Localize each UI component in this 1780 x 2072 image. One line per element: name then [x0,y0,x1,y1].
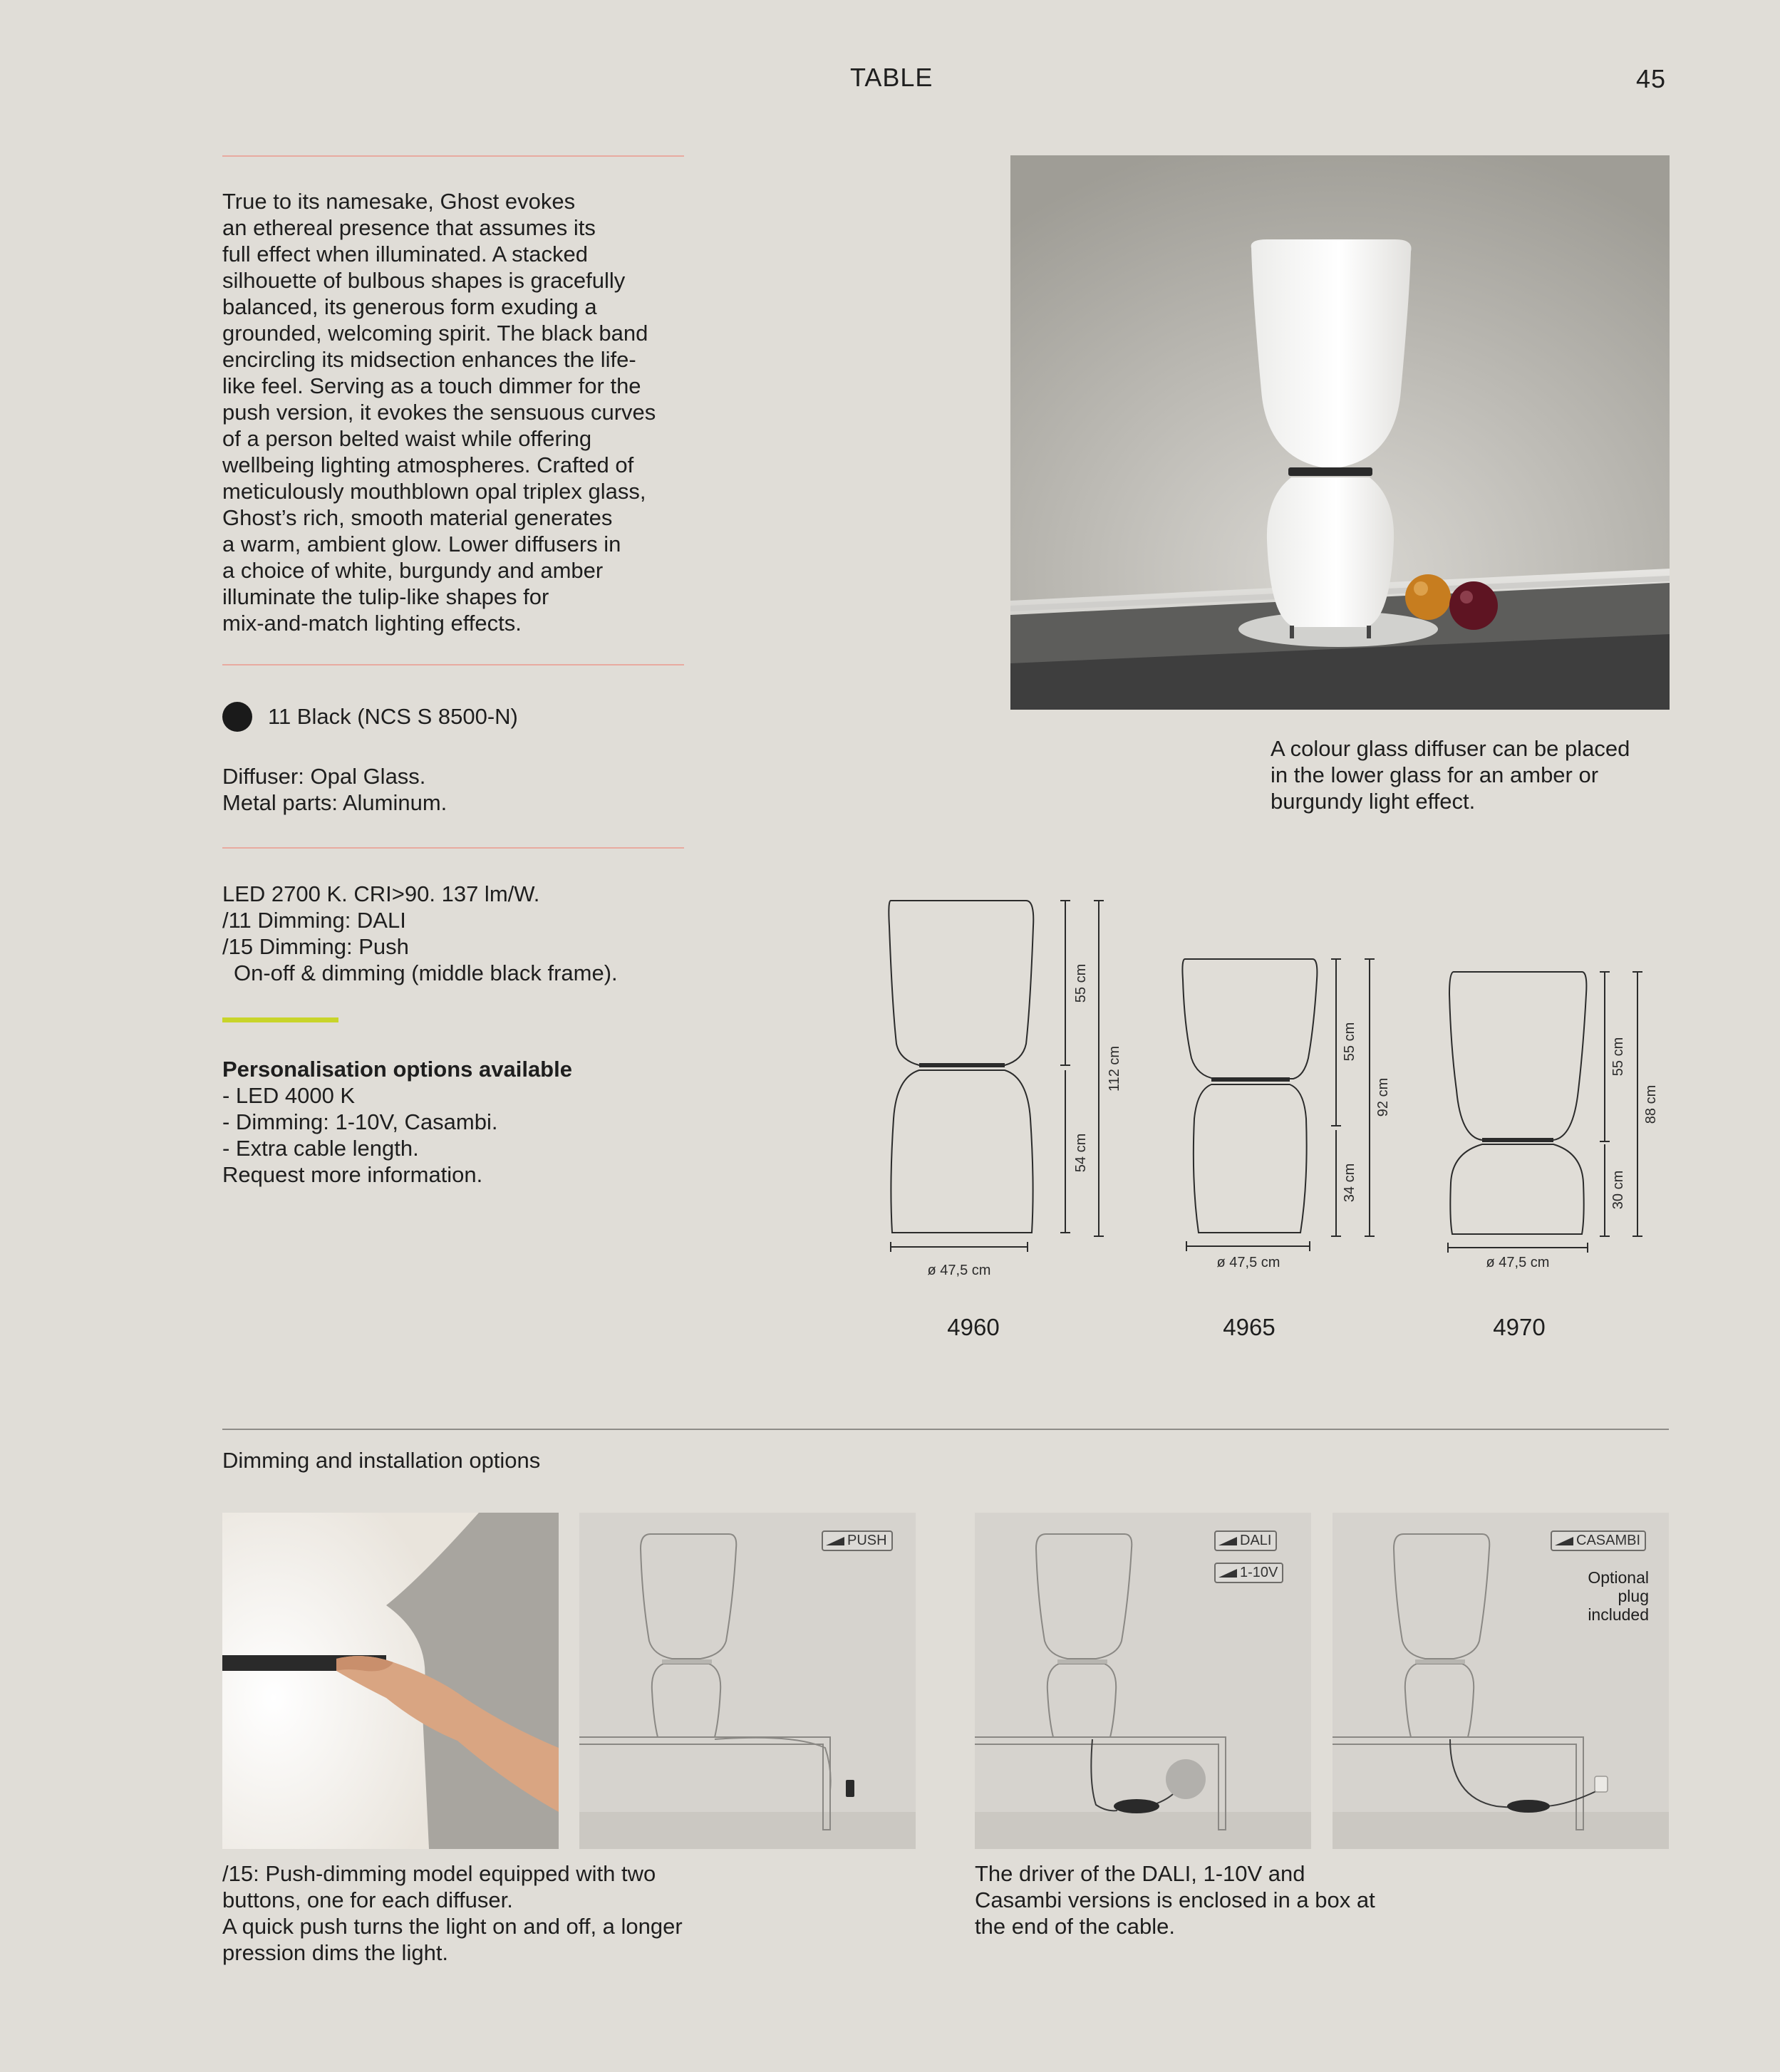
description-line: mix-and-match lighting effects. [222,611,522,636]
description-line: an ethereal presence that assumes its [222,215,596,240]
material-line: Metal parts: Aluminum. [222,790,447,815]
description-line: full effect when illuminated. A stacked [222,242,588,266]
model-code: 4960 [947,1314,1000,1340]
dimming-icon [1218,1569,1237,1578]
caption-line: in the lower glass for an amber or [1271,762,1599,787]
push-caption [222,1860,683,1966]
caption-line: Casambi versions is enclosed in a box at [975,1887,1375,1912]
description-line: wellbeing lighting atmospheres. Crafted of [222,452,634,477]
material-line: Diffuser: Opal Glass. [222,764,426,789]
badge-label: 1-10V [1240,1565,1278,1580]
personalisation-item: - Dimming: 1-10V, Casambi. [222,1109,498,1134]
note-line: Optional [1588,1568,1649,1587]
description-line: like feel. Serving as a touch dimmer for the [222,373,641,398]
accent-rule [222,1017,338,1022]
optional-note [1588,1568,1649,1624]
spec-line: /15 Dimming: Push [222,934,409,959]
dim-total: 112 cm [1107,1045,1122,1092]
divider [222,155,684,157]
description-line: a warm, ambient glow. Lower diffusers in [222,532,621,556]
caption-line: A quick push turns the light on and off, a longer [222,1914,683,1939]
materials [222,763,447,816]
page-number: 45 [1636,64,1667,93]
dim-total: 92 cm [1375,1077,1391,1117]
personalisation [222,1056,572,1188]
caption-line: buttons, one for each diffuser. [222,1887,513,1912]
push-diagram [579,1513,916,1849]
spec-line: /11 Dimming: DALI [222,908,406,933]
dimming-icon [1555,1537,1573,1545]
model-code: 4965 [1223,1314,1276,1340]
driver-caption [975,1860,1375,1939]
divider [222,847,684,849]
note-line: included [1588,1605,1649,1624]
description-line: silhouette of bulbous shapes is gracefully [222,268,626,293]
dim-lower: 30 cm [1610,1170,1626,1210]
description-line: True to its namesake, Ghost evokes [222,189,576,214]
caption-line: pression dims the light. [222,1940,449,1965]
personalisation-item: - Extra cable length. [222,1136,419,1161]
badge-label: PUSH [847,1533,887,1548]
description-line: of a person belted waist while offering [222,426,592,451]
dim-total: 88 cm [1643,1084,1659,1124]
finish-swatch [222,702,252,732]
dim-upper: 55 cm [1073,963,1089,1003]
personalisation-item: - LED 4000 K [222,1083,356,1108]
dim-lower: 34 cm [1342,1163,1357,1203]
caption-line: the end of the cable. [975,1914,1175,1939]
spec-line: LED 2700 K. CRI>90. 137 lm/W. [222,881,540,906]
dim-diameter: ø 47,5 cm [927,1263,991,1278]
caption-line: burgundy light effect. [1271,789,1476,814]
casambi-diagram [1333,1513,1669,1849]
spec-line: On-off & dimming (middle black frame). [234,960,618,985]
note-line: plug [1618,1587,1649,1605]
description-line: grounded, welcoming spirit. The black band [222,321,648,346]
dimming-icon [826,1537,844,1545]
description-line: encircling its midsection enhances the life- [222,347,636,372]
photo-caption [1271,735,1630,814]
divider [222,664,684,665]
description-line: Ghost’s rich, smooth material generates [222,505,613,530]
dim-diameter: ø 47,5 cm [1216,1255,1280,1270]
description-line: push version, it evokes the sensuous curves [222,400,656,425]
badge-label: CASAMBI [1576,1533,1641,1548]
dim-upper: 55 cm [1610,1037,1626,1077]
dim-lower: 54 cm [1073,1133,1089,1173]
section-divider [222,1429,1669,1430]
dim-upper: 55 cm [1342,1022,1357,1062]
personalisation-title: Personalisation options available [222,1057,572,1082]
description-line: illuminate the tulip-like shapes for [222,584,549,609]
description-line: a choice of white, burgundy and amber [222,558,604,583]
product-photo [1010,155,1670,710]
casambi-badge [1551,1530,1646,1551]
finish-label: 11 Black (NCS S 8500-N) [268,704,518,729]
description-line: balanced, its generous form exuding a [222,294,597,319]
dali-diagram [975,1513,1311,1849]
description-line: meticulously mouthblown opal triplex glass, [222,479,646,504]
specs [222,881,618,986]
dimming-icon [1218,1537,1237,1545]
push-badge [822,1530,893,1551]
section-title: TABLE [850,63,933,92]
dimming-title: Dimming and installation options [222,1448,541,1473]
model-code: 4970 [1493,1314,1546,1340]
caption-line: /15: Push-dimming model equipped with two [222,1861,656,1886]
v110-badge [1214,1563,1283,1583]
caption-line: The driver of the DALI, 1-10V and [975,1861,1305,1886]
badge-label: DALI [1240,1533,1272,1548]
technical-drawings [876,884,1696,1283]
caption-line: A colour glass diffuser can be placed [1271,736,1630,761]
dali-badge [1214,1530,1277,1551]
push-photo [222,1513,559,1849]
description-text [222,188,656,636]
dim-diameter: ø 47,5 cm [1486,1255,1550,1270]
personalisation-item: Request more information. [222,1162,483,1187]
